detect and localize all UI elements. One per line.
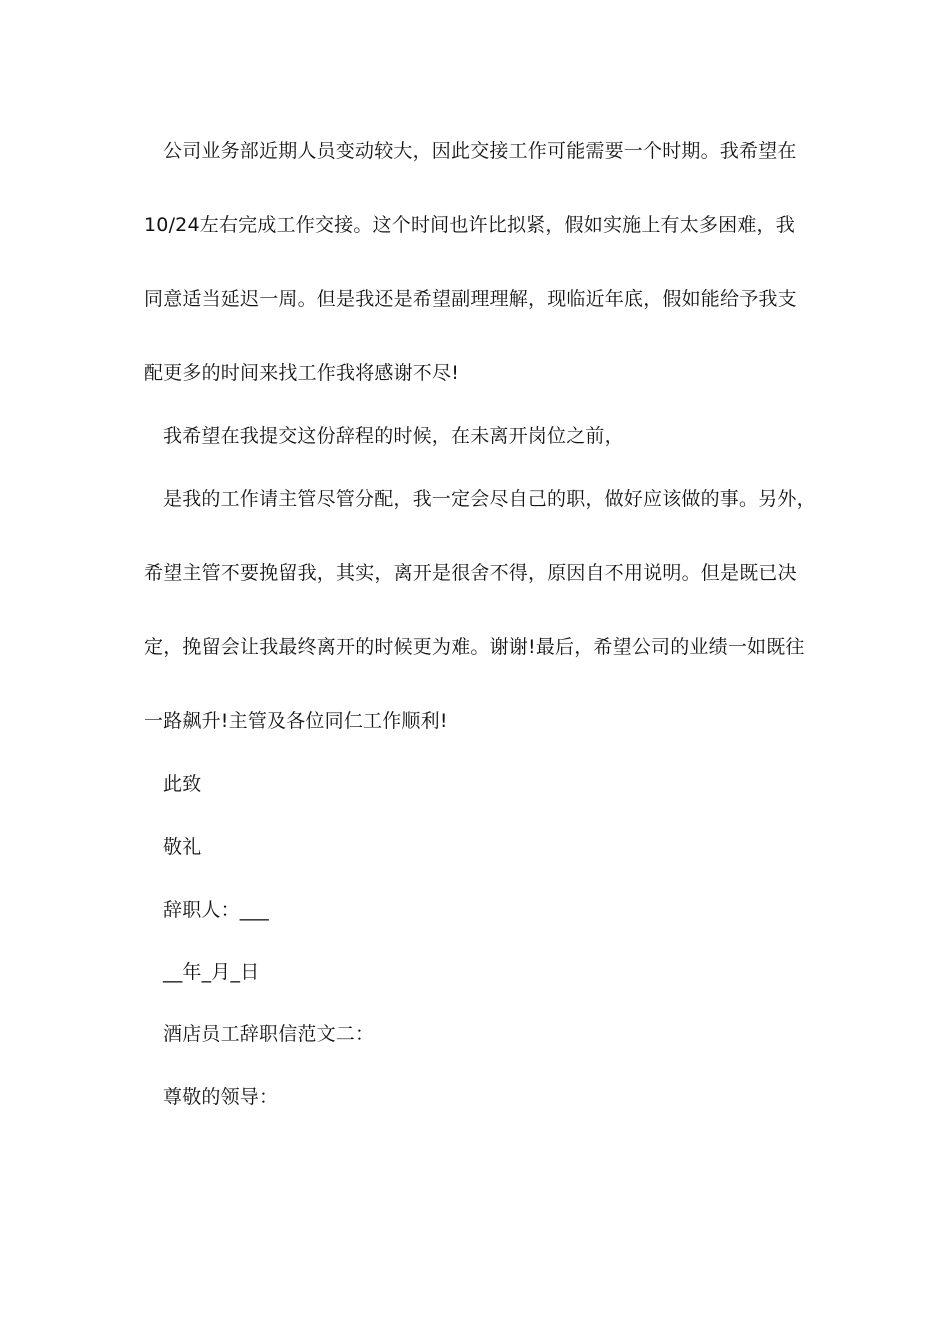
paragraph-line: 希望主管不要挽留我，其实，离开是很舍不得，原因自不用说明。但是既已决: [144, 562, 797, 584]
paragraph-line: 是我的工作请主管尽管分配，我一定会尽自己的职，做好应该做的事。另外，: [163, 488, 816, 510]
paragraph-line: 公司业务部近期人员变动较大，因此交接工作可能需要一个时期。我希望在: [163, 140, 797, 162]
paragraph-line: 我希望在我提交这份辞程的时候，在未离开岗位之前，: [163, 425, 624, 447]
letter-greeting: 尊敬的领导：: [163, 1086, 279, 1108]
paragraph-line: 同意适当延迟一周。但是我还是希望副理理解，现临近年底，假如能给予我支: [144, 288, 797, 310]
signature-line: 辞职人：___: [163, 899, 269, 921]
closing-salutation: 此致: [163, 773, 202, 795]
paragraph-line: 配更多的时间来找工作我将感谢不尽!: [144, 362, 460, 384]
section-heading: 酒店员工辞职信范文二：: [163, 1023, 375, 1045]
closing-regards: 敬礼: [163, 836, 202, 858]
paragraph-line: 一路飙升!主管及各位同仁工作顺利!: [144, 710, 448, 732]
paragraph-line: 10/24左右完成工作交接。这个时间也许比拟紧，假如实施上有太多困难，我: [144, 214, 795, 236]
date-line: __年_月_日: [163, 961, 260, 983]
paragraph-line: 定，挽留会让我最终离开的时候更为难。谢谢!最后，希望公司的业绩一如既往: [144, 636, 805, 658]
